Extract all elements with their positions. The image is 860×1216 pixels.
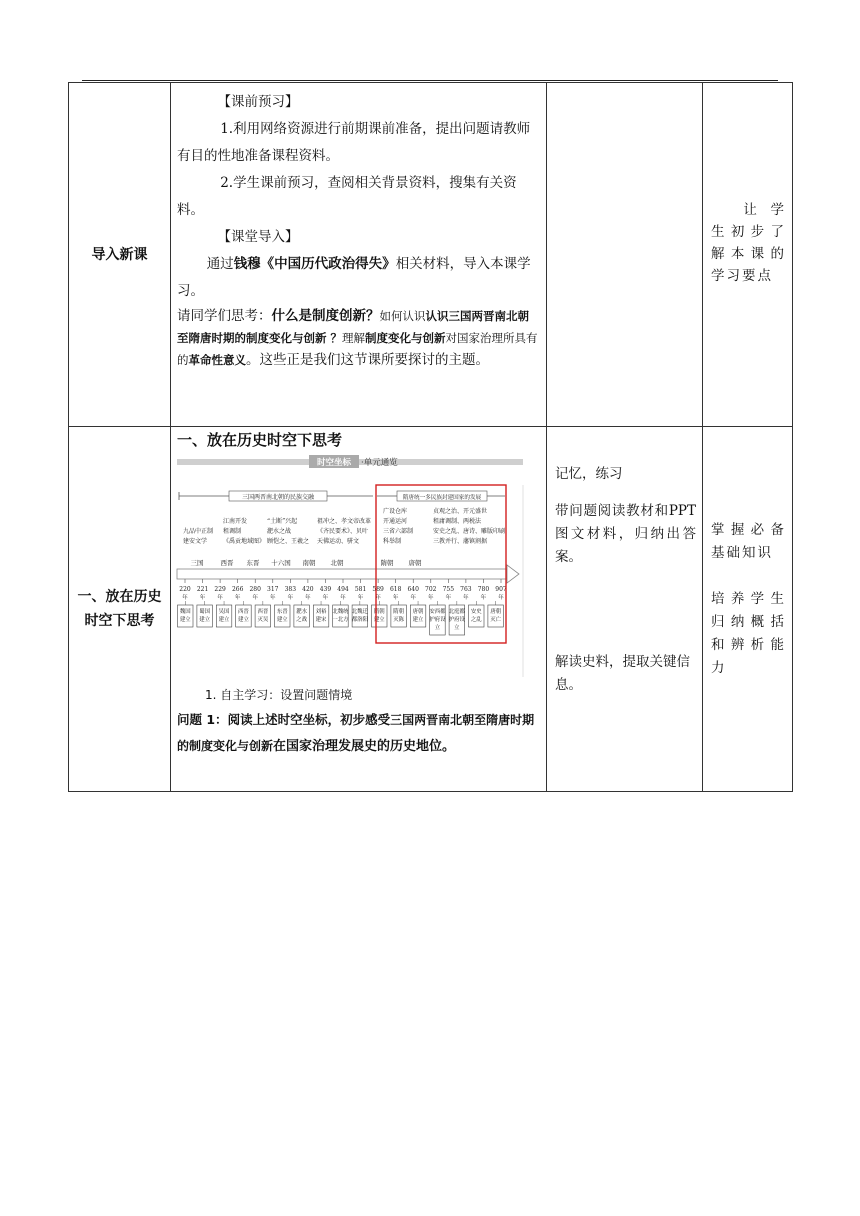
event-box-text: 魏国	[179, 609, 191, 615]
event-box-text: 之战	[296, 617, 308, 623]
question-1: 问题 1：阅读上述时空坐标，初步感受三国两晋南北朝至隋唐时期的制度变化与创新在国家治理发展史的历史地位。	[177, 712, 535, 754]
pre-study-item-2: 2.学生课前预习，查阅相关背景资料，搜集有关资料。	[177, 175, 517, 218]
time-axis-arrow	[507, 565, 519, 583]
period-label: 西晋	[220, 559, 234, 567]
section1-content	[171, 427, 547, 792]
event-box-text: 建立	[199, 617, 211, 623]
intro-content	[171, 83, 547, 427]
timeline-event-text: 《齐民要术》、贝叶	[317, 528, 369, 535]
event-box-text: 北魏统	[332, 609, 349, 615]
activity-notes	[547, 427, 702, 697]
class-intro-text: 通过钱穆《中国历代政治得失》相关材料，导入本课学习。	[177, 256, 531, 299]
year-suffix: 年	[252, 595, 258, 601]
year-suffix: 年	[410, 595, 416, 601]
year-suffix: 年	[392, 595, 399, 601]
timeline-event-text: 开通运河	[383, 518, 408, 525]
timeline-event-text: 三教并行、藩镇割据	[433, 538, 488, 545]
year-label: 618	[389, 586, 402, 593]
event-box-text: 建立	[238, 617, 249, 623]
year-suffix: 年	[322, 595, 329, 601]
timeline-event-text: 《禹贡地域图》	[223, 538, 266, 545]
banner-title: 时空坐标	[316, 458, 352, 468]
timeline-event-text: 安史之乱、唐诗、雕版印刷	[433, 528, 506, 535]
timeline-event-text: 顾恺之、王羲之	[267, 538, 310, 545]
pre-study-item-1: 1.利用网络资源进行前期课前准备，提出问题请教师有目的性地准备课程资料。	[177, 121, 531, 164]
timeline-event-text: 租庸调制、两税法	[433, 518, 482, 525]
year-label: 280	[249, 586, 261, 593]
year-suffix: 年	[498, 595, 504, 601]
timeline-event-text: 科举制	[383, 538, 402, 545]
period-label: 三国	[190, 559, 204, 567]
event-box-text: 安西都	[429, 609, 446, 615]
timeline-event-text: 租调制	[223, 528, 242, 535]
year-label: 640	[407, 586, 419, 593]
year-label: 581	[354, 586, 367, 593]
timeline-event-text: 天佛运动、骈文	[317, 538, 360, 545]
year-suffix: 年	[480, 595, 487, 601]
event-box-text: 建立	[276, 617, 288, 623]
note-read-materials: 带问题阅读教材和PPT图文材料，归纳出答案。	[555, 503, 696, 565]
event-box-text: 北庭都	[448, 609, 465, 615]
header-rule	[82, 80, 778, 81]
year-suffix: 年	[375, 595, 381, 601]
note-memorize: 记忆，练习	[555, 466, 623, 482]
intro-row	[69, 83, 793, 427]
section1-title: 一、放在历史时空下思考	[177, 431, 343, 449]
event-box-text: 北魏迁	[351, 609, 368, 615]
event-box-text: 护府设	[429, 617, 446, 623]
timeline-event-text: 淝水之战	[267, 528, 292, 535]
event-box-text: 西晋	[257, 609, 269, 615]
event-box-text: 灭吴	[257, 617, 269, 623]
year-label: 702	[425, 586, 437, 593]
event-box-text: 护府设	[448, 617, 465, 623]
year-label: 229	[214, 586, 226, 593]
event-box-text: 建立	[412, 617, 424, 623]
year-suffix: 年	[182, 595, 188, 601]
event-box-text: 西晋	[238, 609, 249, 615]
event-box-text: 一北方	[332, 617, 349, 623]
year-label: 755	[442, 586, 455, 593]
year-suffix: 年	[305, 595, 311, 601]
era-right-label: 隋唐统一多民族封建国家的发展	[402, 495, 482, 501]
year-suffix: 年	[428, 595, 434, 601]
self-study-task: 1. 自主学习：设置问题情境	[205, 688, 353, 702]
event-box-text: 灭亡	[490, 617, 502, 623]
event-box-text: 建立	[179, 617, 191, 623]
year-label: 763	[460, 586, 472, 593]
year-label: 317	[267, 586, 279, 593]
period-label: 北朝	[330, 559, 344, 567]
year-suffix: 年	[463, 595, 469, 601]
year-suffix: 年	[340, 595, 346, 601]
section1-row	[69, 427, 793, 792]
timeline-event-text: 三省六部制	[383, 528, 414, 535]
year-label: 221	[196, 586, 209, 593]
timeline-figure	[175, 455, 531, 681]
period-label: 十六国	[271, 559, 291, 567]
intro-label: 导入新课	[69, 83, 171, 427]
period-label: 东晋	[246, 559, 260, 567]
intro-goal-cell	[703, 83, 793, 427]
event-box-text: 立	[434, 625, 441, 631]
event-box-text: 之乱	[470, 617, 482, 623]
year-suffix: 年	[199, 595, 206, 601]
pre-study-heading: 【课前预习】	[217, 94, 299, 110]
event-box-text: 建宋	[315, 617, 327, 623]
timeline-event-text: 祖冲之、孝文帝改革	[317, 518, 372, 525]
lesson-plan-table	[68, 82, 793, 792]
year-label: 220	[179, 586, 191, 593]
event-box-text: 东晋	[276, 609, 288, 615]
timeline-event-text: 九品中正制	[183, 528, 214, 535]
goal-basics: 掌握必备基础知识	[711, 522, 786, 561]
year-label: 494	[337, 586, 349, 593]
period-label: 南朝	[302, 559, 316, 567]
event-box-text: 唐朝	[490, 609, 502, 615]
year-suffix: 年	[217, 595, 223, 601]
intro-goal-text: 让学生初步了解本课的学习要点	[711, 202, 786, 284]
note-interpret-sources: 解读史料，提取关键信息。	[555, 654, 690, 693]
think-questions: 请同学们思考：什么是制度创新？如何认识认识三国两晋南北朝至隋唐时期的制度变化与创新 ？理解制度变化与创新对国家治理所具有的革命性意义。这些正是我们这节课所要探讨的主题。	[177, 308, 538, 368]
event-box-text: 建立	[373, 617, 385, 623]
period-label: 隋朝	[380, 559, 394, 567]
event-box-text: 隋朝	[393, 609, 405, 615]
event-box-text: 吴国	[218, 609, 230, 615]
year-suffix: 年	[357, 595, 364, 601]
event-box-text: 刘裕	[315, 609, 327, 615]
goal-abilities: 培养学生归纳概括和辨析能力	[711, 591, 786, 676]
class-intro-heading: 【课堂导入】	[217, 229, 299, 245]
event-box-text: 灭陈	[393, 617, 405, 623]
section1-label: 一、放在历史 时空下思考	[69, 427, 171, 792]
year-label: 589	[372, 586, 384, 593]
event-box-text: 建立	[218, 617, 230, 623]
event-box-text: 安史	[470, 609, 482, 615]
year-label: 420	[302, 586, 314, 593]
year-label: 780	[477, 586, 490, 593]
intro-activity-cell	[547, 83, 703, 427]
year-suffix: 年	[270, 595, 276, 601]
section1-goal-cell	[703, 427, 793, 792]
timeline-event-text: 建安文学	[183, 538, 208, 545]
timeline-event-text: 贞观之治、开元盛世	[433, 508, 488, 515]
era-left-label: 三国两晋南北朝的民族交融	[241, 494, 315, 501]
event-box-text: 唐朝	[412, 609, 424, 615]
goal-notes	[703, 427, 792, 680]
timeline-event-text: 江南开发	[223, 518, 248, 525]
time-axis	[177, 569, 507, 579]
year-label: 907	[495, 586, 507, 593]
event-box-text: 立	[454, 625, 460, 631]
timeline-svg	[175, 455, 531, 681]
year-suffix: 年	[287, 595, 294, 601]
event-box-text: 淝水	[296, 609, 308, 615]
period-label: 唐朝	[408, 559, 422, 567]
timeline-event-text: “土断”兴起	[267, 518, 298, 525]
banner-subtitle: ·单元通览	[361, 458, 398, 468]
section1-activity-cell	[547, 427, 703, 792]
event-box-text: 隋朝	[373, 609, 385, 615]
year-suffix: 年	[234, 595, 241, 601]
year-suffix: 年	[445, 595, 452, 601]
event-box-text: 蜀国	[199, 609, 211, 615]
year-label: 439	[319, 586, 332, 593]
year-label: 383	[284, 586, 297, 593]
event-box-text: 都洛阳	[351, 617, 368, 623]
timeline-event-text: 广设仓库	[383, 508, 408, 515]
year-label: 266	[231, 586, 244, 593]
